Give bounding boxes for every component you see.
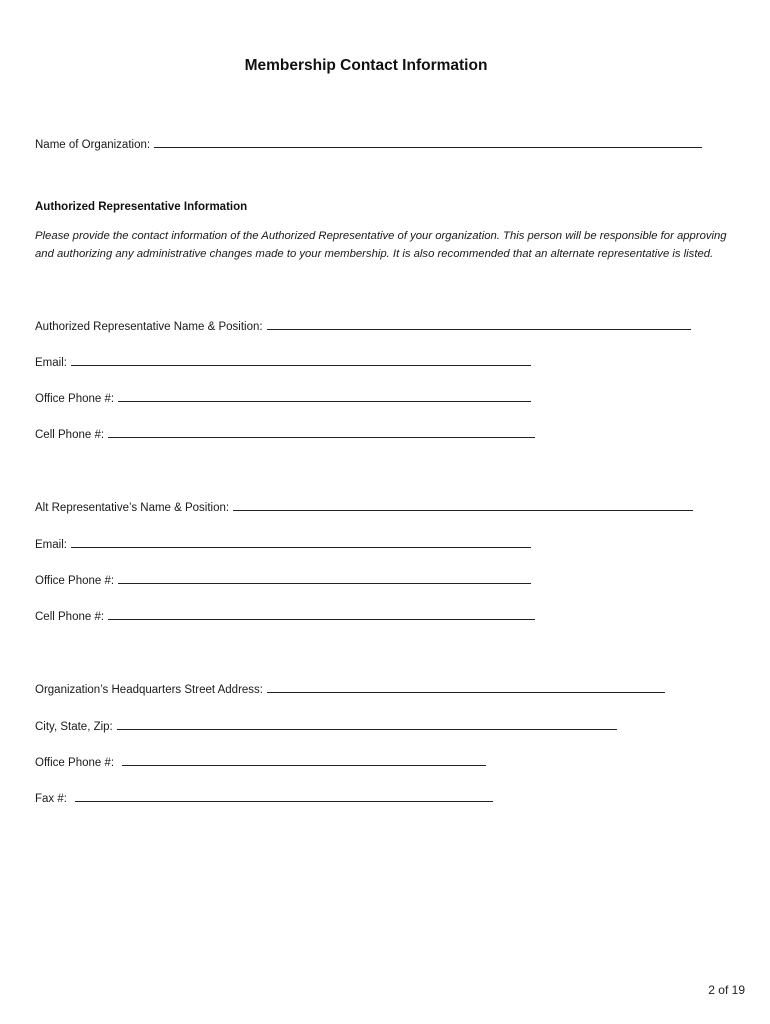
auth-rep-cell-phone-blank[interactable] [108, 427, 535, 438]
auth-rep-cell-phone-field [35, 427, 535, 441]
alt-rep-name-position-blank[interactable] [233, 500, 693, 511]
page-title: Membership Contact Information [244, 57, 488, 74]
auth-rep-office-phone-field [35, 391, 531, 405]
hq-street-address-blank[interactable] [267, 682, 665, 693]
auth-rep-cell-phone-label: Cell Phone #: [35, 429, 105, 441]
hq-office-phone-field [35, 755, 486, 769]
hq-city-state-zip-blank[interactable] [117, 719, 617, 730]
alt-rep-cell-phone-label: Cell Phone #: [35, 611, 105, 623]
alt-rep-email-blank[interactable] [71, 537, 531, 548]
hq-office-phone-blank[interactable] [122, 755, 486, 766]
alt-rep-office-phone-blank[interactable] [118, 573, 531, 584]
alt-rep-name-position-label: Alt Representative’s Name & Position: [35, 502, 230, 514]
hq-office-phone-label: Office Phone #: [35, 757, 115, 769]
auth-rep-name-position-field [35, 319, 691, 333]
hq-street-address-field [35, 682, 665, 696]
auth-rep-name-position-blank[interactable] [267, 319, 691, 330]
alt-rep-email-field [35, 537, 531, 551]
auth-rep-email-blank[interactable] [71, 355, 531, 366]
hq-city-state-zip-label: City, State, Zip: [35, 721, 113, 733]
alt-rep-name-position-field [35, 500, 693, 514]
hq-city-state-zip-field [35, 719, 617, 733]
auth-rep-email-field [35, 355, 531, 369]
hq-fax-label: Fax #: [35, 793, 67, 805]
auth-rep-office-phone-blank[interactable] [118, 391, 531, 402]
hq-fax-field [35, 791, 493, 805]
hq-street-address-label: Organization’s Headquarters Street Address: [35, 684, 263, 696]
auth-rep-name-position-label: Authorized Representative Name & Position: [35, 321, 263, 333]
page-indicator: 2 of 19 [708, 983, 745, 997]
auth-rep-email-label: Email: [35, 357, 67, 369]
auth-rep-heading: Authorized Representative Information [35, 201, 248, 213]
alt-rep-cell-phone-field [35, 609, 535, 623]
alt-rep-office-phone-field [35, 573, 531, 587]
auth-rep-office-phone-label: Office Phone #: [35, 393, 115, 405]
auth-rep-note: Please provide the contact information of the Authorized Representative of your organization. This person will be responsible for approving and authorizing any administrative changes made to your membership. It is also recommended that an alternate representative is listed. [35, 230, 727, 260]
alt-rep-office-phone-label: Office Phone #: [35, 575, 115, 587]
alt-rep-email-label: Email: [35, 539, 67, 551]
alt-rep-cell-phone-blank[interactable] [108, 609, 535, 620]
organization-name-field [35, 137, 702, 151]
organization-name-blank[interactable] [154, 137, 702, 148]
hq-fax-blank[interactable] [75, 791, 493, 802]
organization-name-label: Name of Organization: [35, 139, 151, 151]
